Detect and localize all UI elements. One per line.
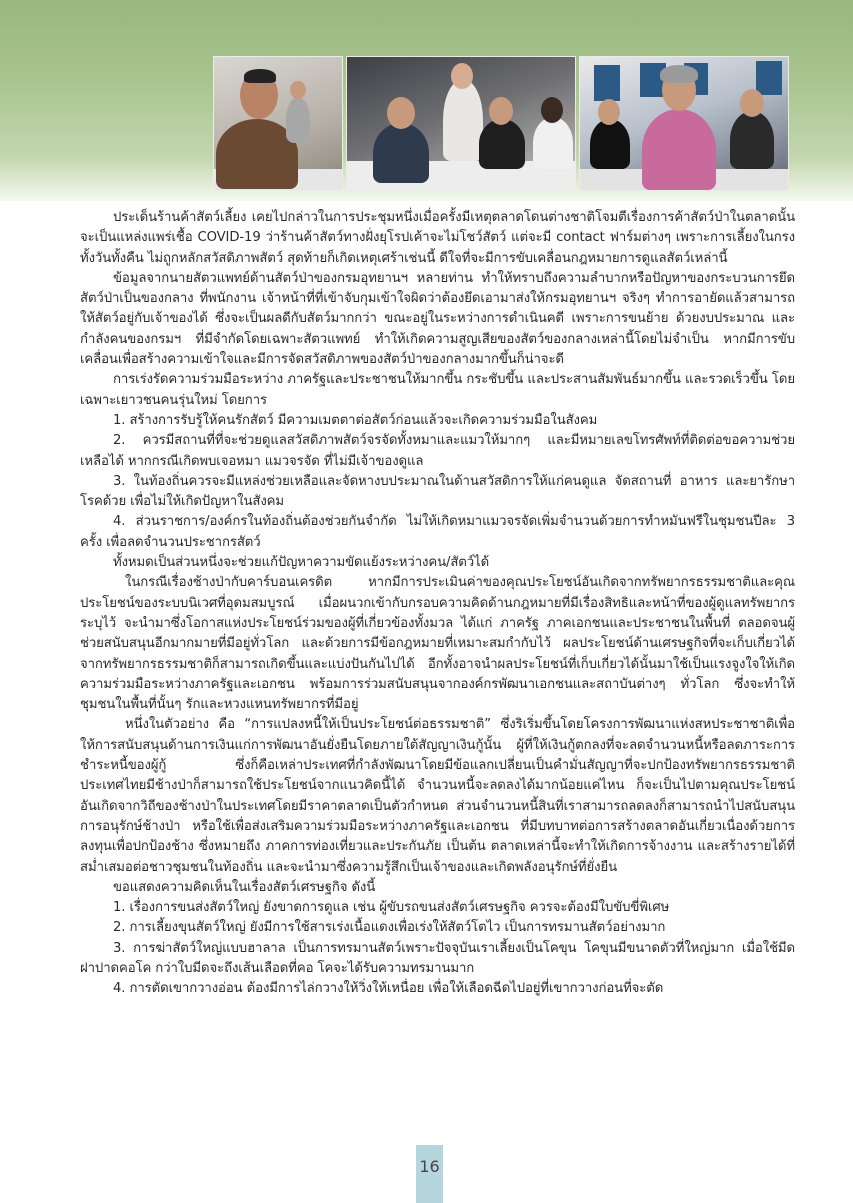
page-number: 16 bbox=[419, 1157, 440, 1176]
paragraph-pet-shops: ประเด็นร้านค้าสัตว์เลี้ยง เคยไปกล่าวในการประชุมหนึ่งเมื่อครั้งมีเหตุตลาดโดนต่างชาติโจมตีเรื่องการค้าสัตว์ป่าในตลาดนั้นจะเป็นแหล่งแพร่เชื้อ COVID-19 ว่าร้านค้าสัตว์ทางฝั่งยุโรปเค้าจะไม่โชว์สัตว์ แต่จะมี contact ฟาร์มต่างๆ เพราะการเลี้ยงในกรงทั้งวันทั้งคืน ไม่ถูกหลักสวัสดิภาพสัตว์ สุดท้ายก็เกิดเหตุเศร้าเช่นนี้ ดีใจที่จะมีการขับเคลื่อนกฎหมายการดูแลสัตว์เหล่านี้ bbox=[80, 210, 795, 266]
list-item: 3. ในท้องถิ่นควรจะมีแหล่งช่วยเหลือและจัดหางบประมาณในด้านสวัสดิการให้แก่คนดูแล จัดสถานที่ อาหาร และยารักษาโรคด้วย เพื่อไม่ให้เกิดปัญหาในสังคม bbox=[80, 473, 795, 510]
photo-woman-microphone bbox=[579, 56, 789, 191]
paragraph-summary: ทั้งหมดเป็นส่วนหนึ่งจะช่วยแก้ปัญหาความขัดแย้งระหว่างคน/สัตว์ได้ bbox=[113, 555, 490, 571]
paragraph-economic-animals: ขอแสดงความคิดเห็นในเรื่องสัตว์เศรษฐกิจ ดังนี้ bbox=[113, 879, 376, 895]
list-item: 1. สร้างการรับรู้ให้คนรักสัตว์ มีความเมตตาต่อสัตว์ก่อนแล้วจะเกิดความร่วมมือในสังคม bbox=[113, 412, 598, 428]
photo-audience-microphone bbox=[346, 56, 576, 191]
paragraph-wildlife-seizure: ข้อมูลจากนายสัตวแพทย์ด้านสัตว์ป่าของกรมอุทยานฯ หลายท่าน ทำให้ทราบถึงความลำบากหรือปัญหาของกระบวนการยึดสัตว์ป่าเป็นของกลาง ที่พนักงาน เจ้าหน้าที่ที่เข้าจับกุมเข้าใจผิดว่าต้องยึดเอามาส่งให้กรมอุทยานฯ จริงๆ ทำการอายัดแล้วสามารถให้สัตว์อยู่กับเจ้าของได้ ซึ่งจะเป็นผลดีกับสัตว์มากกว่า ขณะอยู่ในระหว่างการดำเนินคดี เพราะการขนย้าย ด้วยงบประมาณ และกำลังคนของกรมฯ ที่มีจำกัดโดยเฉพาะสัตวแพทย์ ทำให้เกิดความสูญเสียของสัตว์ของกลางเหล่านี้โดยไม่จำเป็น หากมีการขับเคลื่อนเพื่อสร้างความเข้าใจและมีการจัดสวัสดิภาพของสัตว์ป่าของกลางมากขึ้นก็น่าจะดี bbox=[80, 270, 795, 368]
list-item: 4. การตัดเขากวางอ่อน ต้องมีการไล่กวางให้วิ่งให้เหนื่อย เพื่อให้เลือดฉีดไปอยู่ที่เขากวางก่อนที่จะตัด bbox=[113, 981, 664, 997]
article-body bbox=[80, 208, 795, 1000]
paragraph-carbon-credit: ในกรณีเรื่องช้างป่ากับคาร์บอนเครดิต หากมีการประเมินค่าของคุณประโยชน์อันเกิดจากทรัพยากรธรรมชาติและคุณประโยชน์ของระบบนิเวศที่อุดมสมบูรณ์ เมื่อผนวกเข้ากับกรอบความคิดด้านกฎหมายที่มีเรื่องสิทธิและหน้าที่ของผู้ดูแลทรัพยากรระบุไว้ จะนำมาซึ่งโอกาสแห่งประโยชน์ร่วมของผู้ที่เกี่ยวข้องทั้งมวล ได้แก่ ภาครัฐ ภาคเอกชนและประชาชนในพื้นที่ ตลอดจนผู้ช่วยสนับสนุนอีกมากมายที่มีอยู่ทั่วโลก และด้วยการมีข้อกฎหมายที่เหมาะสมกำกับไว้ ผลประโยชน์ด้านเศรษฐกิจที่จะเก็บเกี่ยวได้จากทรัพยากรธรรมชาติก็สามารถเกิดขึ้นและแบ่งปันกันไปได้ อีกทั้งอาจนำผลประโยชน์ที่เก็บเกี่ยวได้นั้นมาใช้เป็นแรงจูงใจให้เกิดความร่วมมือระหว่างภาครัฐและเอกชน พร้อมการร่วมสนับสนุนจากองค์กรพัฒนาเอกชนและสถาบันต่างๆ ทั่วโลก ซึ่งจะทำให้ชุมชนในพื้นที่นั้นๆ รักและหวงแหนทรัพยากรที่มีอยู่ bbox=[80, 575, 795, 713]
list-item: 3. การฆ่าสัตว์ใหญ่แบบฮาลาล เป็นการทรมานสัตว์เพราะปัจจุบันเราเลี้ยงเป็นโคขุน โคขุนมีขนาดตัวที่ใหญ่มาก เมื่อใช้มีดฝาปาดคอโค กว่าใบมีดจะถึงเส้นเลือดที่คอ โคจะได้รับความทรมานมาก bbox=[80, 940, 795, 976]
list-item: 2. ควรมีสถานที่ที่จะช่วยดูแลสวัสดิภาพสัตว์จรจัดทั้งหมาและแมวให้มากๆ และมีหมายเลขโทรศัพท์ที่ติดต่อขอความช่วยเหลือได้ หากกรณีเกิดพบเจอหมา แมวจรจัด ที่ไม่มีเจ้าของดูแล bbox=[80, 433, 795, 469]
photo-speaker-man bbox=[213, 56, 343, 191]
list-item: 1. เรื่องการขนส่งสัตว์ใหญ่ ยังขาดการดูแล เช่น ผู้ขับรถขนส่งสัตว์เศรษฐกิจ ควรจะต้องมีใบขับขี่พิเศษ bbox=[113, 900, 670, 916]
paragraph-cooperation: การเร่งรัดความร่วมมือระหว่าง ภาครัฐและประชาชนให้มากขึ้น กระชับขึ้น และประสานสัมพันธ์มากขึ้น และรวดเร็วขึ้น โดยเฉพาะเยาวชนคนรุ่นใหม่ โดยการ bbox=[80, 372, 795, 408]
list-item: 2. การเลี้ยงขุนสัตว์ใหญ่ ยังมีการใช้สารเร่งเนื้อแดงเพื่อเร่งให้สัตว์โตไว เป็นการทรมานสัตว์อย่างมาก bbox=[113, 920, 666, 936]
paragraph-debt-for-nature: หนึ่งในตัวอย่าง คือ “การแปลงหนี้ให้เป็นประโยชน์ต่อธรรมชาติ” ซึ่งริเริ่มขึ้นโดยโครงการพัฒนาแห่งสหประชาชาติเพื่อให้การสนับสนุนด้านการเงินแก่การพัฒนาอันยั่งยืนโดยภายใต้สัญญาเงินกู้นั้น ผู้ที่ให้เงินกู้ตกลงที่จะลดจำนวนหนี้หรือลดภาระการชำระหนี้ของผู้กู้ ซึ่งก็คือเหล่าประเทศที่กำลังพัฒนาโดยมีข้อแลกเปลี่ยนเป็นคำมั่นสัญญาที่จะปกป้องทรัพยากรธรรมชาติ ประเทศไทยมีช้างป่าก็สามารถใช้ประโยชน์จากแนวคิดนี้ได้ จำนวนหนี้จะลดลงได้มากน้อยแค่ไหน ก็จะเป็นไปตามคุณประโยชน์อันเกิดจากวิถีของช้างป่าในประเทศโดยมีราคาตลาดเป็นตัวกำหนด ส่วนจำนวนหนี้สินที่เราสามารถลดลงก็สามารถนำไปสนับสนุนการอนุรักษ์ช้างป่า หรือใช้เพื่อส่งเสริมความร่วมมือระหว่างภาครัฐและเอกชน ที่มีบทบาทต่อการสร้างตลาดอันเกี่ยวเนื่องด้วยการลงทุนเพื่อปกป้องช้าง ซึ่งหมายถึง ภาคการท่องเที่ยวและประกันภัย เป็นต้น ตลาดเหล่านี้จะทำให้เกิดการจ้างงาน และสร้างรายได้ที่สม่ำเสมอต่อชาวชุมชนในท้องถิ่น และจะนำมาซึ่งความรู้สึกเป็นเจ้าของและเกิดพลังอนุรักษ์ที่ยั่งยืน bbox=[80, 717, 795, 875]
list-item: 4. ส่วนราชการ/องค์กรในท้องถิ่นต้องช่วยกันจำกัด ไม่ให้เกิดหมาแมวจรจัดเพิ่มจำนวนด้วยการทำหมันฟรีในชุมชนปีละ 3 ครั้ง เพื่อลดจำนวนประชากรสัตว์ bbox=[80, 514, 795, 550]
